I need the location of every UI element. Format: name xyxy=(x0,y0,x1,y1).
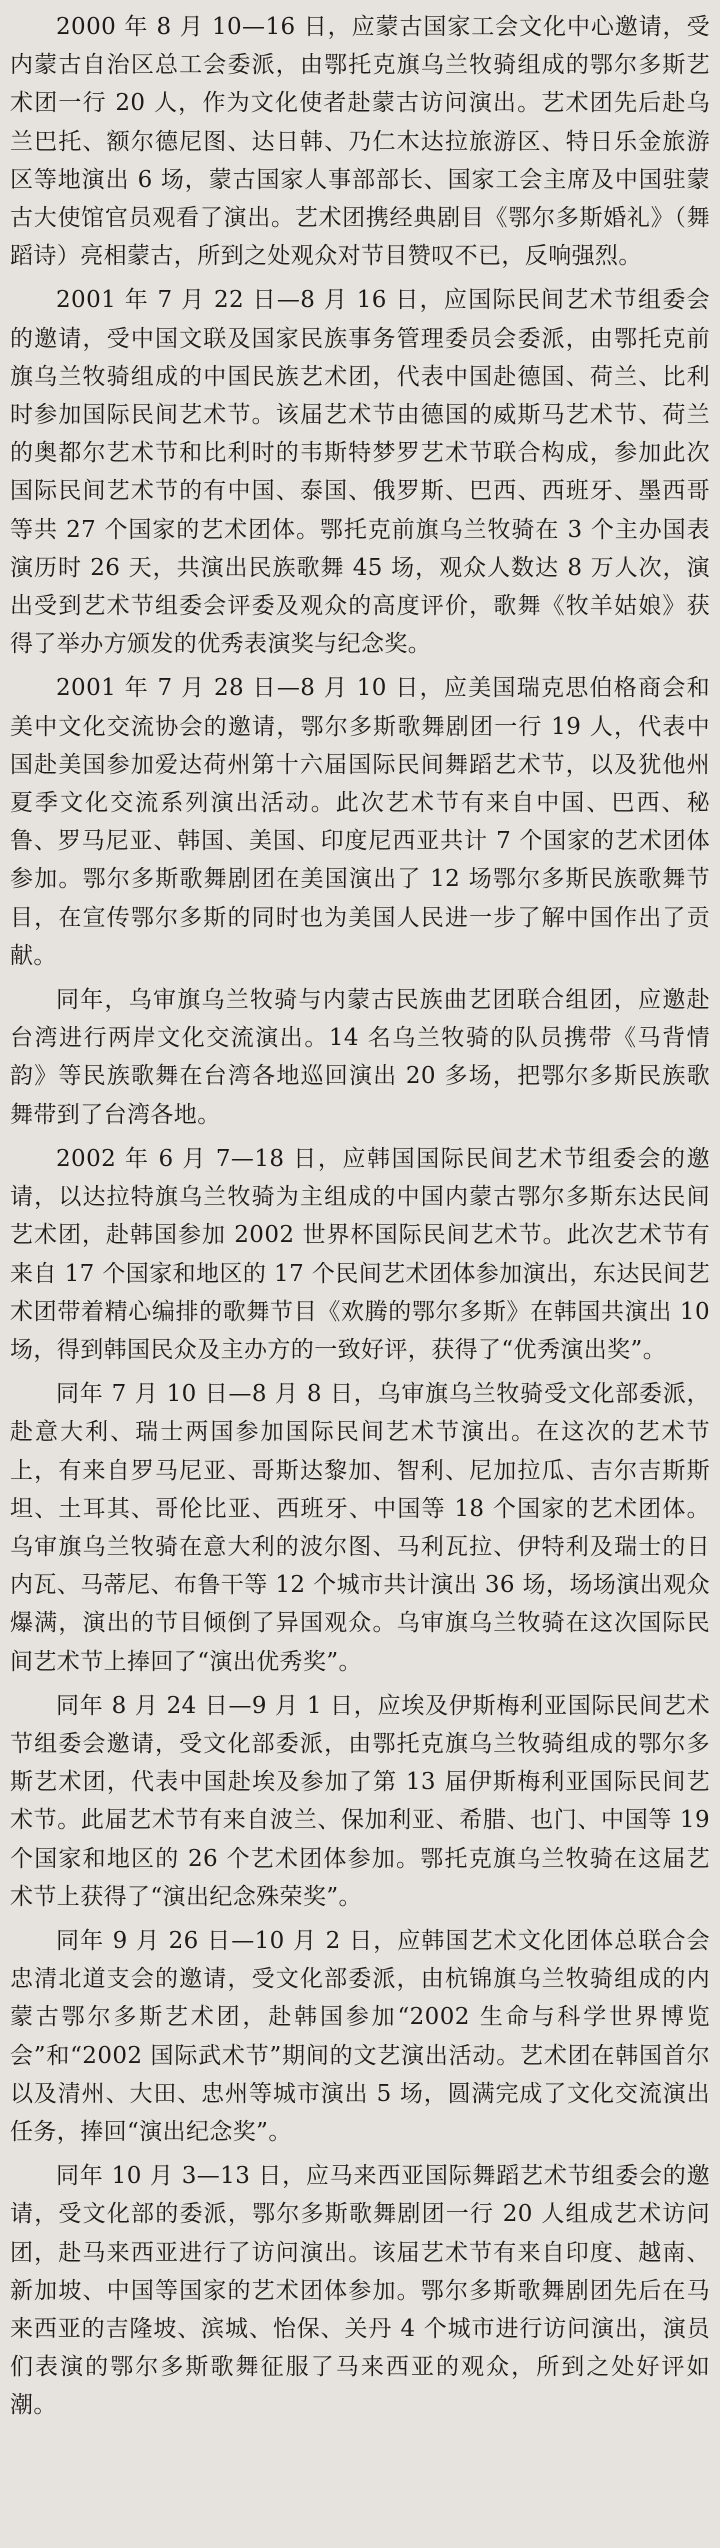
paragraph-korea-2002-september: 同年 9 月 26 日—10 月 2 日，应韩国艺术文化团体总联合会忠清北道支会的邀请，受文化部委派，由杭锦旗乌兰牧骑组成的内蒙古鄂尔多斯艺术团，赴韩国参加“2002 生命与科学世界博览会”和“2002 国际武术节”期间的文艺演出活动。艺术团在韩国首尔以及清州、大田、忠州等城市演出 5 场，圆满完成了文化交流演出任务，捧回“演出纪念奖”。 xyxy=(10,1927,710,2145)
paragraph-italy-switzerland-2002: 同年 7 月 10 日—8 月 8 日，乌审旗乌兰牧骑受文化部委派，赴意大利、瑞士两国参加国际民间艺术节演出。在这次的艺术节上，有来自罗马尼亚、哥斯达黎加、智利、尼加拉瓜、吉尔吉斯斯坦、土耳其、哥伦比亚、西班牙、中国等 18 个国家的艺术团体。乌审旗乌兰牧骑在意大利的波尔图、马利瓦拉、伊特利及瑞士的日内瓦、马蒂尼、布鲁干等 12 个城市共计演出 36 场，场场演出观众爆满，演出的节目倾倒了异国观众。乌审旗乌兰牧骑在这次国际民间艺术节上捧回了“演出优秀奖”。 xyxy=(10,1381,710,1675)
paragraph-usa-2001: 2001 年 7 月 28 日—8 月 10 日，应美国瑞克思伯格商会和美中文化交流协会的邀请，鄂尔多斯歌舞剧团一行 19 人，代表中国赴美国参加爱达荷州第十六届国际民间舞蹈艺术节，以及犹他州夏季文化交流系列演出活动。此次艺术节有来自中国、巴西、秘鲁、罗马尼亚、韩国、美国、印度尼西亚共计 7 个国家的艺术团体参加。鄂尔多斯歌舞剧团在美国演出了 12 场鄂尔多斯民族歌舞节目，在宣传鄂尔多斯的同时也为美国人民进一步了解中国作出了贡献。 xyxy=(10,675,710,969)
paragraph-egypt-2002: 同年 8 月 24 日—9 月 1 日，应埃及伊斯梅利亚国际民间艺术节组委会邀请，受文化部委派，由鄂托克旗乌兰牧骑组成的鄂尔多斯艺术团，代表中国赴埃及参加了第 13 届伊斯梅利亚国际民间艺术节。此届艺术节有来自波兰、保加利亚、希腊、也门、中国等 19 个国家和地区的 26 个艺术团体参加。鄂托克旗乌兰牧骑在这届艺术节上获得了“演出纪念殊荣奖”。 xyxy=(10,1692,710,1910)
paragraph-europe-2001: 2001 年 7 月 22 日—8 月 16 日，应国际民间艺术节组委会的邀请，受中国文联及国家民族事务管理委员会委派，由鄂托克前旗乌兰牧骑组成的中国民族艺术团，代表中国赴德国、荷兰、比利时参加国际民间艺术节。该届艺术节由德国的威斯马艺术节、荷兰的奥都尔艺术节和比利时的韦斯特梦罗艺术节联合构成，参加此次国际民间艺术节的有中国、泰国、俄罗斯、巴西、西班牙、墨西哥等共 27 个国家的艺术团体。鄂托克前旗乌兰牧骑在 3 个主办国表演历时 26 天，共演出民族歌舞 45 场，观众人数达 8 万人次，演出受到艺术节组委会评委及观众的高度评价，歌舞《牧羊姑娘》获得了举办方颁发的优秀表演奖与纪念奖。 xyxy=(10,287,710,658)
paragraph-malaysia-2002: 同年 10 月 3—13 日，应马来西亚国际舞蹈艺术节组委会的邀请，受文化部的委派，鄂尔多斯歌舞剧团一行 20 人组成艺术访问团，赴马来西亚进行了访问演出。该届艺术节有来自印度、越南、新加坡、中国等国家的艺术团体参加。鄂尔多斯歌舞剧团先后在马来西亚的吉隆坡、滨城、怡保、关丹 4 个城市进行访问演出，演员们表演的鄂尔多斯歌舞征服了马来西亚的观众，所到之处好评如潮。 xyxy=(10,2163,710,2419)
paragraph-mongolia-2000: 2000 年 8 月 10—16 日，应蒙古国家工会文化中心邀请，受内蒙古自治区总工会委派，由鄂托克旗乌兰牧骑组成的鄂尔多斯艺术团一行 20 人，作为文化使者赴蒙古访问演出。艺术团先后赴乌兰巴托、额尔德尼图、达日韩、乃仁木达拉旅游区、特日乐金旅游区等地演出 6 场，蒙古国家人事部部长、国家工会主席及中国驻蒙古大使馆官员观看了演出。艺术团携经典剧目《鄂尔多斯婚礼》（舞蹈诗）亮相蒙古，所到之处观众对节目赞叹不已，反响强烈。 xyxy=(10,14,710,270)
paragraph-taiwan-2001: 同年，乌审旗乌兰牧骑与内蒙古民族曲艺团联合组团，应邀赴台湾进行两岸文化交流演出。14 名乌兰牧骑的队员携带《马背情韵》等民族歌舞在台湾各地巡回演出 20 多场，把鄂尔多斯民族歌舞带到了台湾各地。 xyxy=(10,987,710,1128)
paragraph-korea-2002-june: 2002 年 6 月 7—18 日，应韩国国际民间艺术节组委会的邀请，以达拉特旗乌兰牧骑为主组成的中国内蒙古鄂尔多斯东达民间艺术团，赴韩国参加 2002 世界杯国际民间艺术节。此次艺术节有来自 17 个国家和地区的 17 个民间艺术团体参加演出，东达民间艺术团带着精心编排的歌舞节目《欢腾的鄂尔多斯》在韩国共演出 10 场，得到韩国民众及主办方的一致好评，获得了“优秀演出奖”。 xyxy=(10,1145,710,1363)
